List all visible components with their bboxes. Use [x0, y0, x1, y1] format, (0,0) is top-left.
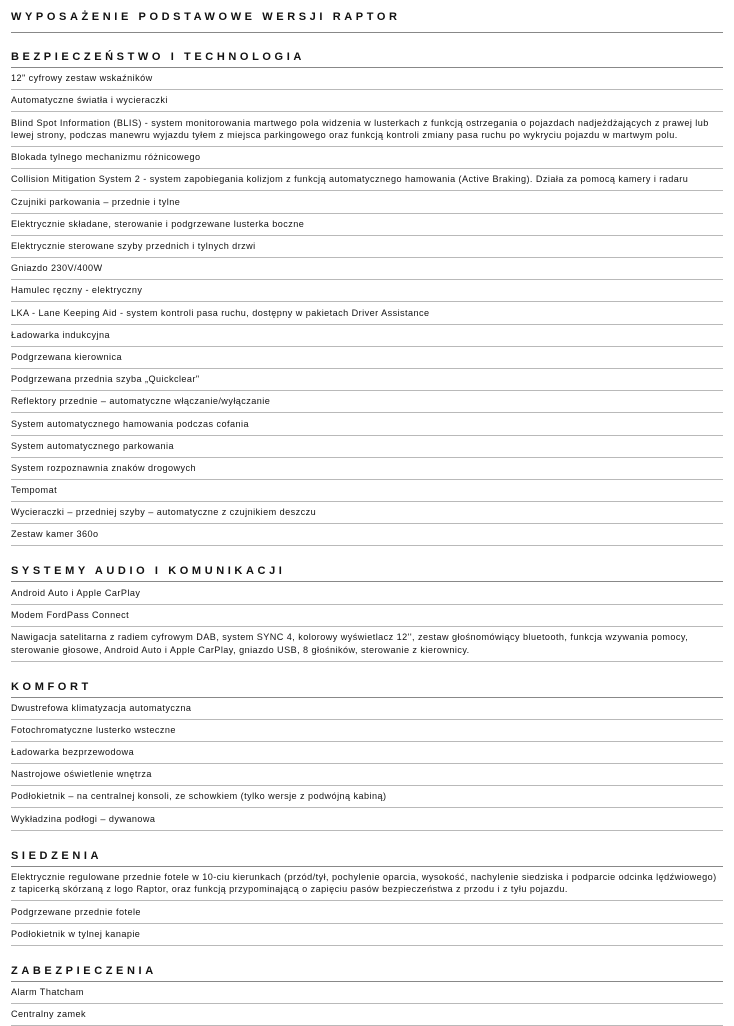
feature-item: Alarm Thatcham [11, 982, 723, 1004]
feature-item: Gniazdo 230V/400W [11, 258, 723, 280]
feature-item: Hamulec ręczny - elektryczny [11, 280, 723, 302]
feature-item: Elektrycznie sterowane szyby przednich i tylnych drzwi [11, 236, 723, 258]
feature-item: Elektrycznie składane, sterowanie i podgrzewane lusterka boczne [11, 214, 723, 236]
feature-item: Zestaw kamer 360o [11, 524, 723, 546]
feature-list [11, 68, 723, 546]
feature-item: Tempomat [11, 480, 723, 502]
section-title: SYSTEMY AUDIO I KOMUNIKACJI [11, 546, 723, 582]
spec-section [11, 546, 723, 661]
feature-item: Ładowarka indukcyjna [11, 325, 723, 347]
feature-item: Nastrojowe oświetlenie wnętrza [11, 764, 723, 786]
section-title: KOMFORT [11, 662, 723, 698]
sections-container [11, 33, 723, 1026]
feature-list [11, 582, 723, 661]
spec-section [11, 831, 723, 946]
feature-item: Dwustrefowa klimatyzacja automatyczna [11, 698, 723, 720]
page-title: WYPOSAŻENIE PODSTAWOWE WERSJI RAPTOR [11, 0, 723, 33]
spec-section [11, 946, 723, 1026]
feature-item: Podłokietnik w tylnej kanapie [11, 924, 723, 946]
feature-item: Blind Spot Information (BLIS) - system monitorowania martwego pola widzenia w lusterkach z funkcją ostrzegania o pojazdach nadjeżdżających z prawej lub lewej strony, podczas manewru wyjazdu tyłem z miejsca parkingowego oraz funkcją kontroli zmiany pasa ruchu po wykryciu pojazdu w martwym polu. [11, 112, 723, 147]
feature-item: Centralny zamek [11, 1004, 723, 1026]
section-title: BEZPIECZEŃSTWO I TECHNOLOGIA [11, 33, 723, 68]
feature-item: Podłokietnik – na centralnej konsoli, ze schowkiem (tylko wersje z podwójną kabiną) [11, 786, 723, 808]
feature-item: Collision Mitigation System 2 - system zapobiegania kolizjom z funkcją automatycznego hamowania (Active Braking). Działa za pomocą kamery i radaru [11, 169, 723, 191]
feature-item: System automatycznego hamowania podczas cofania [11, 413, 723, 435]
feature-item: Android Auto i Apple CarPlay [11, 582, 723, 604]
spec-section [11, 33, 723, 546]
feature-item: Nawigacja satelitarna z radiem cyfrowym DAB, system SYNC 4, kolorowy wyświetlacz 12'', zestaw głośnomówiący bluetooth, funkcja wzywania pomocy, sterowanie głosowe, Android Auto i Apple CarPlay, gniazdo USB, 8 głośników, sterowanie z kierownicy. [11, 627, 723, 662]
feature-item: Reflektory przednie – automatyczne włączanie/wyłączanie [11, 391, 723, 413]
feature-item: 12" cyfrowy zestaw wskaźników [11, 68, 723, 90]
feature-item: System rozpoznawnia znaków drogowych [11, 458, 723, 480]
feature-item: Podgrzewana przednia szyba „Quickclear" [11, 369, 723, 391]
feature-list [11, 982, 723, 1026]
section-title: SIEDZENIA [11, 831, 723, 867]
feature-item: Podgrzewane przednie fotele [11, 901, 723, 923]
feature-item: Blokada tylnego mechanizmu różnicowego [11, 147, 723, 169]
feature-item: Modem FordPass Connect [11, 605, 723, 627]
feature-item: Automatyczne światła i wycieraczki [11, 90, 723, 112]
feature-item: Wycieraczki – przedniej szyby – automatyczne z czujnikiem deszczu [11, 502, 723, 524]
feature-item: LKA - Lane Keeping Aid - system kontroli pasa ruchu, dostępny w pakietach Driver Assistance [11, 302, 723, 324]
feature-list [11, 698, 723, 831]
section-title: ZABEZPIECZENIA [11, 946, 723, 982]
feature-list [11, 867, 723, 946]
feature-item: Podgrzewana kierownica [11, 347, 723, 369]
feature-item: Ładowarka bezprzewodowa [11, 742, 723, 764]
spec-section [11, 662, 723, 831]
feature-item: Czujniki parkowania – przednie i tylne [11, 191, 723, 213]
feature-item: Wykładzina podłogi – dywanowa [11, 808, 723, 830]
feature-item: System automatycznego parkowania [11, 436, 723, 458]
feature-item: Fotochromatyczne lusterko wsteczne [11, 720, 723, 742]
feature-item: Elektrycznie regulowane przednie fotele w 10-ciu kierunkach (przód/tył, pochylenie oparcia, wysokość, nachylenie siedziska i podparcie odcinka lędźwiowego) z tapicerką skórzaną z logo Raptor, oraz funkcją przypominającą o zapięciu pasów bezpieczeństwa z przodu i z tyłu pojazdu. [11, 867, 723, 902]
